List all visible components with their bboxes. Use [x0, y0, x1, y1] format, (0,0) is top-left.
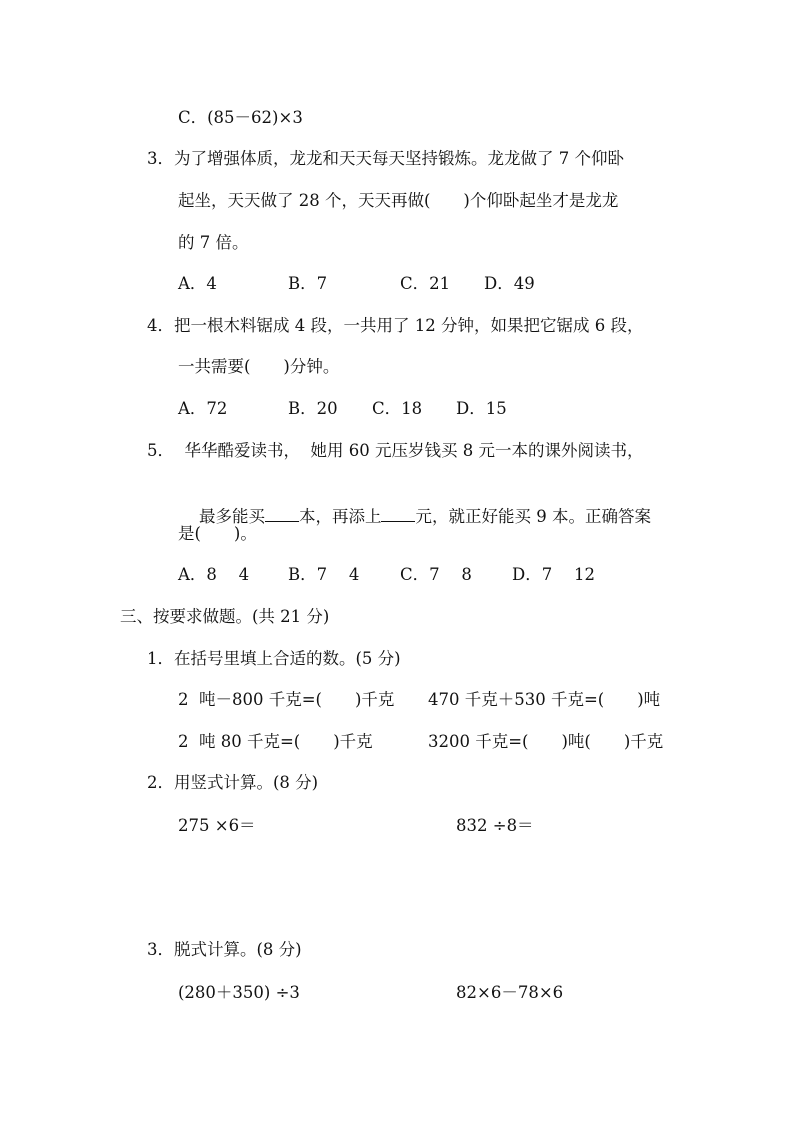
question-4-option-a: A．72: [178, 399, 228, 418]
question-3-line-2: 起坐，天天做了 28 个，天天再做( )个仰卧起坐才是龙龙: [178, 191, 619, 210]
question-3-option-d: D．49: [484, 274, 535, 293]
question-3-line-1: 3．为了增强体质，龙龙和天天每天坚持锻炼。龙龙做了 7 个仰卧: [147, 149, 624, 168]
answer-blank-2[interactable]: [381, 503, 415, 522]
question-4-option-b: B．20: [288, 399, 338, 418]
question-4-option-c: C．18: [372, 399, 423, 418]
part-3-item-1: (280＋350) ÷3: [178, 983, 300, 1002]
question-5-option-d: D．7 12: [512, 565, 595, 584]
part-2-item-1: 275 ×6＝: [178, 816, 256, 835]
part-3-title: 3．脱式计算。(8 分): [147, 940, 302, 959]
part-1-item-3: 2 吨 80 千克=( )千克: [178, 732, 373, 751]
question-5-option-c: C．7 8: [400, 565, 472, 584]
question-2-option-c: C．(85－62)×3: [178, 108, 303, 127]
part-3-item-2: 82×6－78×6: [456, 983, 564, 1002]
question-5-line-3: 是( )。: [178, 524, 257, 543]
question-3-option-a: A．4: [178, 274, 217, 293]
part-1-item-2: 470 千克＋530 千克=( )吨: [428, 690, 661, 709]
section-3-heading: 三、按要求做题。(共 21 分): [120, 607, 330, 626]
question-5-option-a: A．8 4: [178, 565, 250, 584]
question-5-option-b: B．7 4: [288, 565, 360, 584]
question-3-line-3: 的 7 倍。: [178, 233, 249, 252]
question-4-line-2: 一共需要( )分钟。: [178, 357, 340, 376]
question-3-option-b: B．7: [288, 274, 328, 293]
answer-blank-1[interactable]: [265, 503, 299, 522]
question-4-line-1: 4．把一根木料锯成 4 段，一共用了 12 分钟，如果把它锯成 6 段，: [147, 316, 644, 335]
question-4-option-d: D．15: [456, 399, 507, 418]
part-2-item-2: 832 ÷8＝: [456, 816, 534, 835]
part-2-title: 2．用竖式计算。(8 分): [147, 773, 319, 792]
part-1-item-4: 3200 千克=( )吨( )千克: [428, 732, 664, 751]
part-1-title: 1．在括号里填上合适的数。(5 分): [147, 649, 401, 668]
question-5-text-c: 元，就正好能买 9 本。正确答案: [415, 507, 651, 526]
question-3-option-c: C．21: [400, 274, 451, 293]
question-5-text-a: 最多能买: [198, 507, 265, 526]
question-5-line-1: 5． 华华酷爱读书， 她用 60 元压岁钱买 8 元一本的课外阅读书，: [147, 441, 644, 460]
part-1-item-1: 2 吨－800 千克=( )千克: [178, 690, 395, 709]
question-5-text-b: 本，再添上: [298, 507, 382, 526]
